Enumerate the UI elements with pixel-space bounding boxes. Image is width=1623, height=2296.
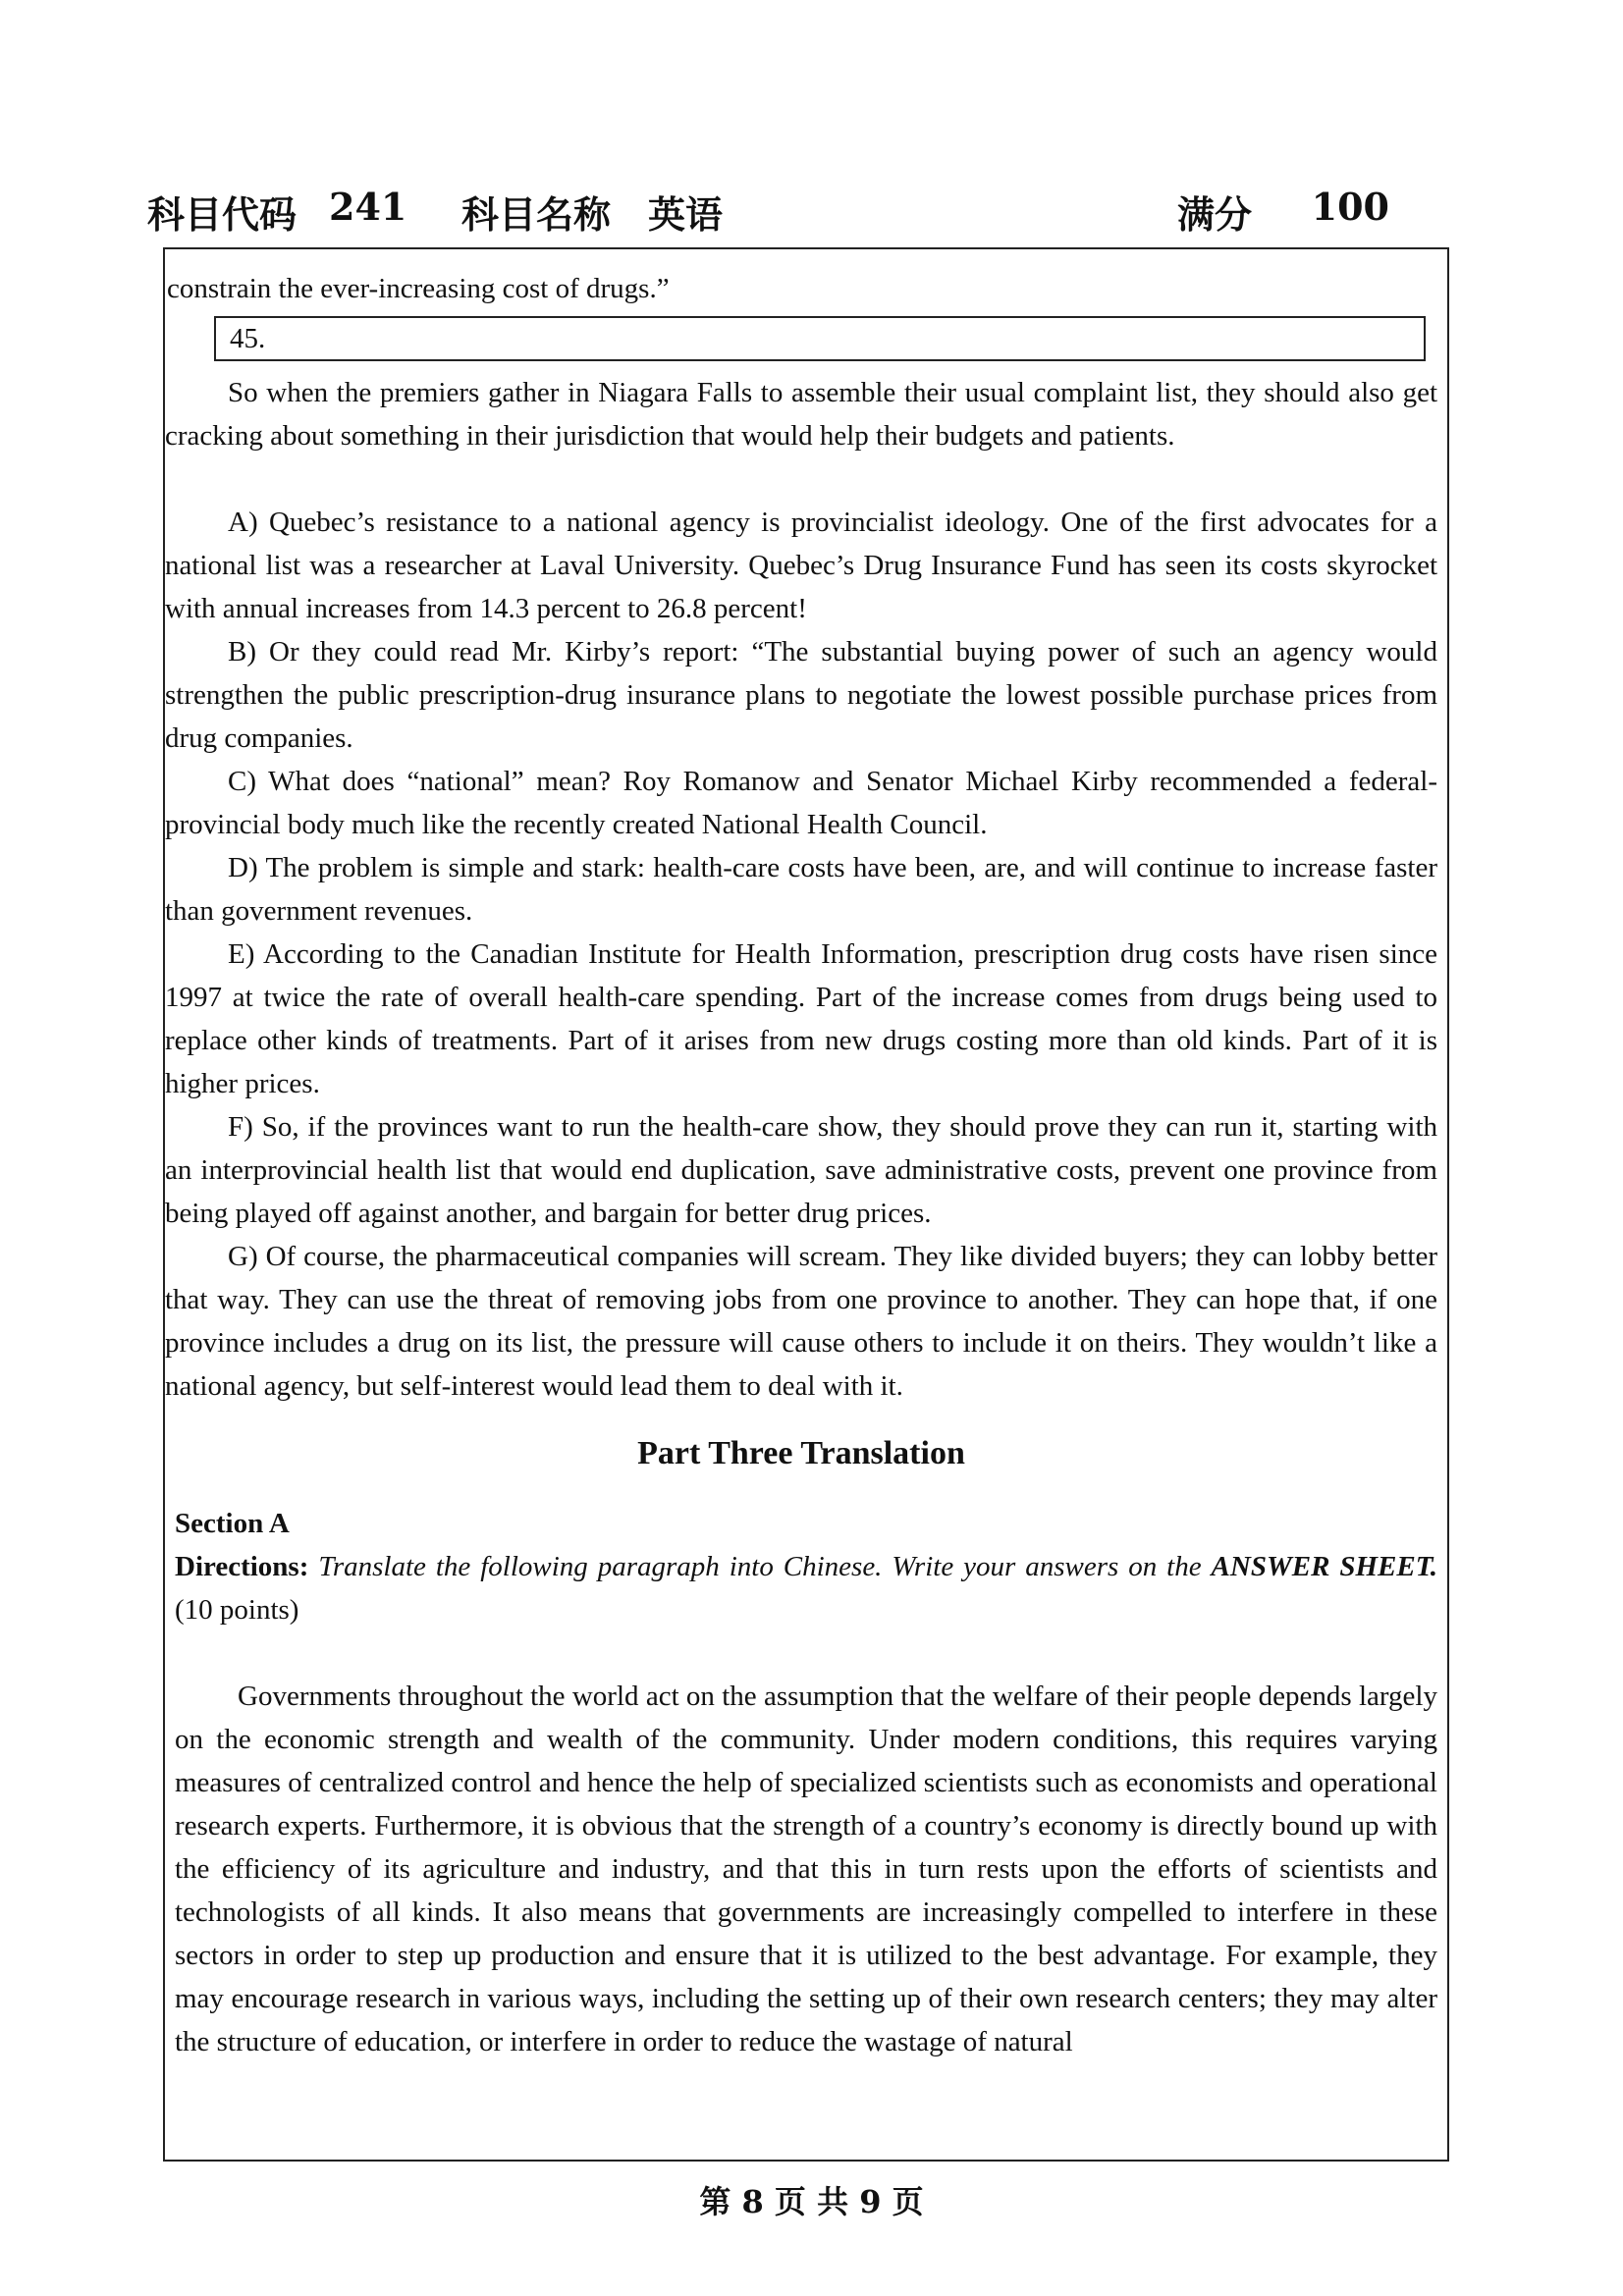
option-c: C) What does “national” mean? Roy Romanow and Senator Michael Kirby recommended a federal-provincial body much like the recently created National Health Council.	[165, 766, 1437, 840]
option-b: B) Or they could read Mr. Kirby’s report: “The substantial buying power of such an agency would strengthen the public prescription-drug insurance plans to negotiate the lowest possible purchase prices from drug companies.	[165, 636, 1437, 754]
subject-code-label: 科目代码	[147, 192, 298, 237]
directions	[175, 1545, 1437, 1631]
content-body	[165, 249, 1447, 2063]
directions-label: Directions:	[175, 1551, 309, 1582]
option-a: A) Quebec’s resistance to a national agency is provincialist ideology. One of the first advocates for a national list was a researcher at Laval University. Quebec’s Drug Insurance Fund has seen its costs skyrocket with annual increases from 14.3 percent to 26.8 percent!	[165, 507, 1437, 624]
page-number: 第 8 页 共 9 页	[699, 2183, 924, 2220]
option-e: E) According to the Canadian Institute for Health Information, prescription drug costs have risen since 1997 at twice the rate of overall health-care spending. Part of the increase comes from drugs being used to replace other kinds of treatments. Part of it arises from new drugs costing more than old kinds. Part of it is higher prices.	[165, 938, 1437, 1099]
option-g: G) Of course, the pharmaceutical companies will scream. They like divided buyers; they can lobby better that way. They can use the threat of removing jobs from one province to another. They can hope that, if one province includes a drug on its list, the pressure will cause others to include it on theirs. They wouldn’t like a national agency, but self-interest would lead them to deal with it.	[165, 1241, 1437, 1402]
content-frame	[163, 247, 1449, 2162]
blank-45-label: 45.	[230, 323, 266, 354]
subject-name-label: 科目名称	[461, 192, 612, 237]
option-d: D) The problem is simple and stark: health-care costs have been, are, and will continue to increase faster than government revenues.	[165, 852, 1437, 927]
passage-continuation: constrain the ever-increasing cost of drugs.”	[167, 273, 670, 304]
translation-paragraph: Governments throughout the world act on the assumption that the welfare of their people depends largely on the economic strength and wealth of the community. Under modern conditions, this requires varying measures of centralized control and hence the help of specialized scientists such as economists and operational research experts. Furthermore, it is obvious that the strength of a country’s economy is directly bound up with the efficiency of its agriculture and industry, and that this in turn rests upon the efforts of scientists and technologists of all kinds. It also means that governments are increasingly compelled to interfere in these sectors in order to step up production and ensure that it is utilized to the best advantage. For example, they may encourage research in various ways, including the setting up of their own research centers; they may alter the structure of education, or interfere in order to reduce the wastage of natural	[175, 1681, 1437, 2057]
section-a-title: Section A	[175, 1508, 290, 1539]
blank-45-box	[214, 316, 1426, 361]
option-f: F) So, if the provinces want to run the health-care show, they should prove they can run it, starting with an interprovincial health list that would end duplication, save administrative costs, prevent one province from being played off against another, and bargain for better drug prices.	[165, 1111, 1437, 1229]
directions-text: Translate the following paragraph into Chinese. Write your answers on the	[318, 1551, 1202, 1582]
full-score-label: 满分	[1176, 192, 1252, 237]
full-score-value: 100	[1311, 185, 1389, 229]
exam-header	[147, 185, 1389, 243]
passage-closing: So when the premiers gather in Niagara Falls to assemble their usual complaint list, they should also get cracking about something in their jurisdiction that would help their budgets and patients.	[165, 377, 1437, 452]
spacer	[165, 457, 1437, 501]
subject-name-value: 英语	[648, 192, 724, 237]
directions-points: (10 points)	[175, 1594, 299, 1626]
answer-sheet-text: ANSWER SHEET.	[1211, 1551, 1438, 1582]
subject-code-value: 241	[329, 185, 407, 229]
part-three-title: Part Three Translation	[637, 1435, 965, 1471]
